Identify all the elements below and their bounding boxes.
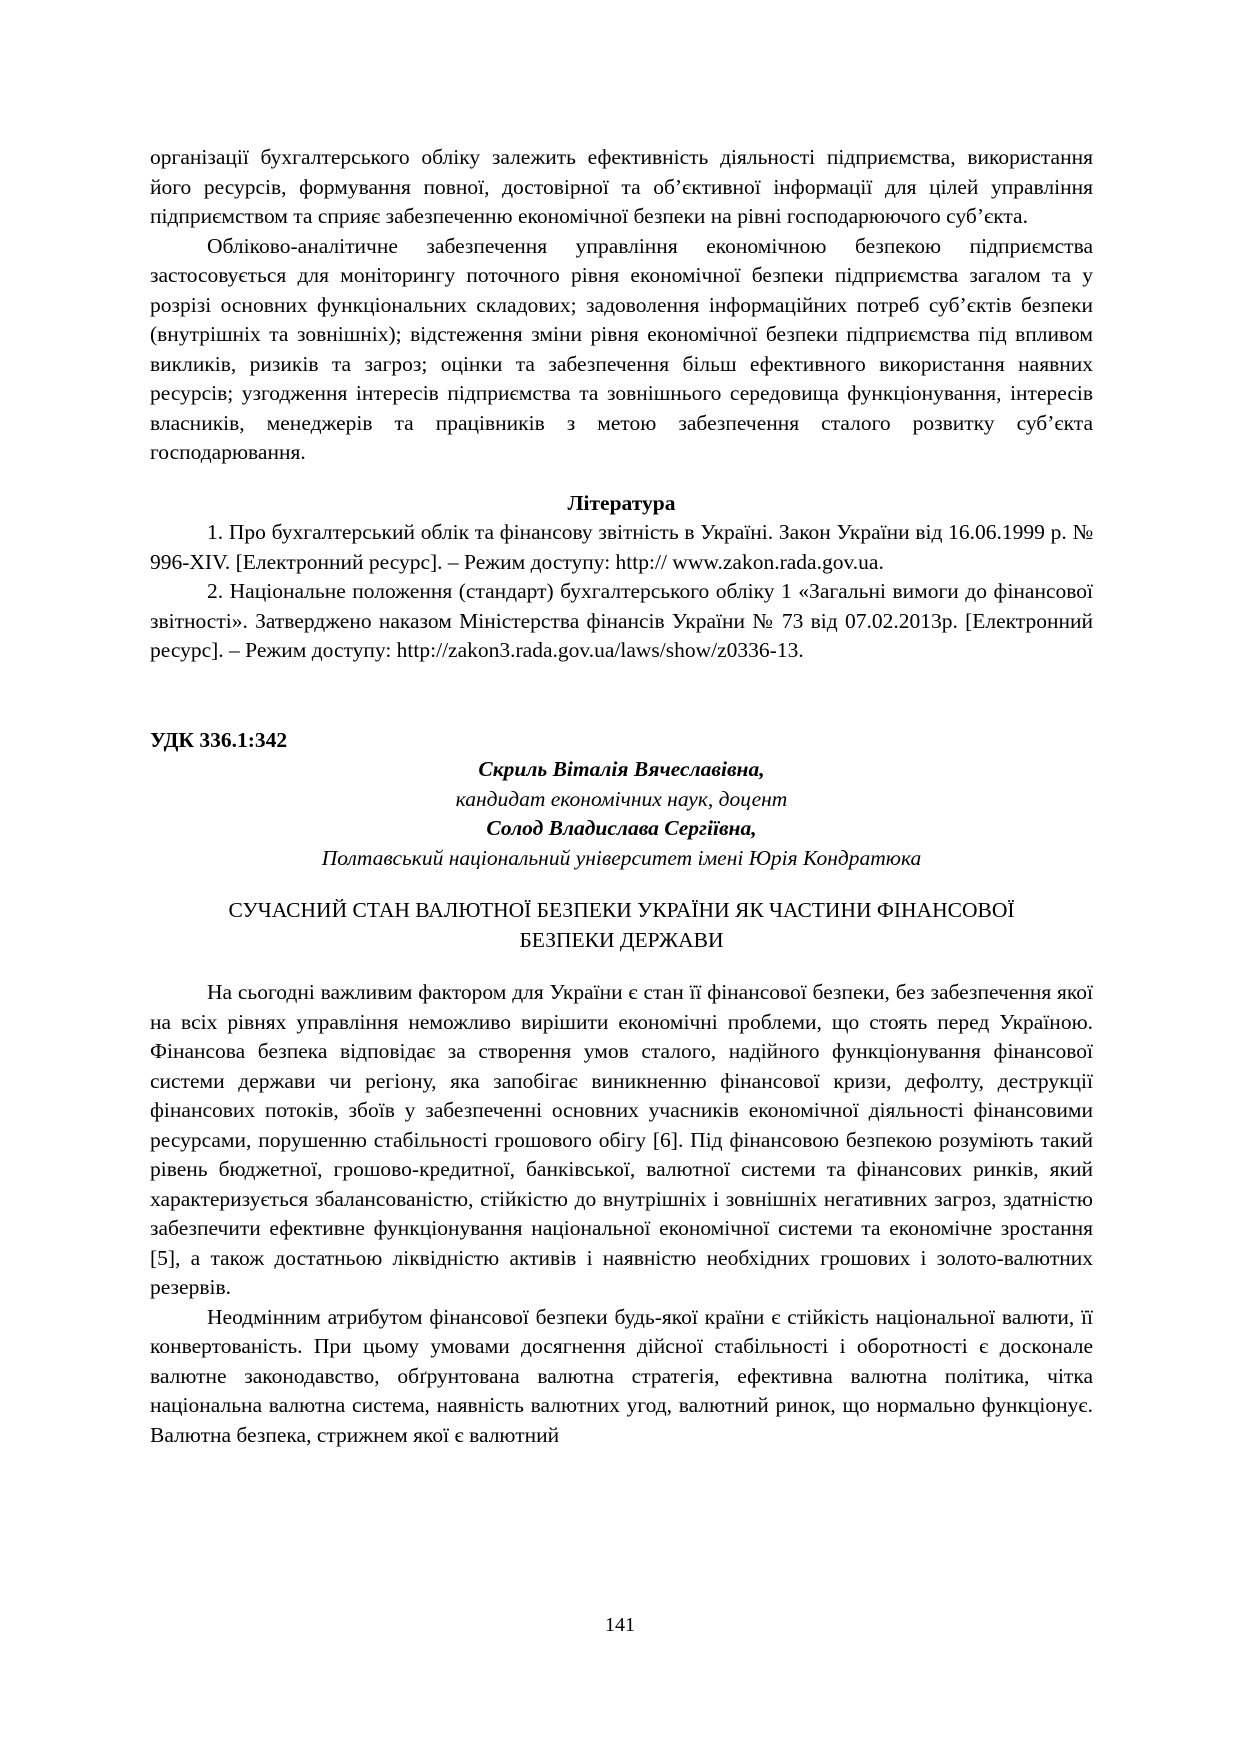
article-title-line: СУЧАСНИЙ СТАН ВАЛЮТНОЇ БЕЗПЕКИ УКРАЇНИ ЯК ЧАСТИНИ ФІНАНСОВОЇ — [228, 898, 1015, 922]
author-degree: кандидат економічних наук, доцент — [455, 786, 788, 811]
author-name: Солод Владислава Сергіївна, — [486, 816, 757, 840]
article-title-line: БЕЗПЕКИ ДЕРЖАВИ — [519, 927, 724, 952]
reference-item: 2. Національне положення (стандарт) бухгалтерського обліку 1 «Загальні вимоги до фінансової звітності». Затверджено наказом Міністерства фінансів України № 73 від 07.02.2013р. [Електронний ресурс]. – Режим доступу: http://zakon3.rada.gov.ua/laws/show/z0336-13. — [150, 579, 1093, 662]
reference-item: 1. Про бухгалтерський облік та фінансову звітність в Україні. Закон України від 16.06.1999 р. № 996-XIV. [Електронний ресурс]. – Режим доступу: http:// www.zakon.rada.gov.ua. — [150, 520, 1093, 574]
author-affiliation: Полтавський національний університет імені Юрія Кондратюка — [321, 845, 922, 870]
paragraph: Неодмінним атрибутом фінансової безпеки будь-якої країни є стійкість національної валюти, її конвертованість. При цьому умовами досягнення дійсної стабільності і оборотності є досконале валютне законодавство, обґрунтована валютна стратегія, ефективна валютна політика, чітка національна валютна система, наявність валютних угод, валютний ринок, що нормально функціонує. Валютна безпека, стрижнем якої є валютний — [150, 1304, 1093, 1447]
article-title — [150, 896, 1093, 955]
paragraph-continued: організації бухгалтерського обліку залежить ефективність діяльності підприємства, використання його ресурсів, формування повної, достовірної та об’єктивної інформації для цілей управління підприємством та сприяє забезпеченню економічної безпеки на рівні господарюючого суб’єкта. — [150, 145, 1093, 228]
paragraph: На сьогодні важливим фактором для України є стан її фінансової безпеки, без забезпечення якої на всіх рівнях управління неможливо вирішити економічні проблеми, що стоять перед Україною. Фінансова безпека відповідає за створення умов сталого, надійного функціонування фінансової системи держави чи регіону, яка запобігає виникненню фінансової кризи, дефолту, деструкції фінансових потоків, збоїв у забезпеченні основних учасників економічної діяльності фінансовими ресурсами, порушенню стабільності грошового обігу [6]. Під фінансовою безпекою розуміють такий рівень бюджетної, грошово-кредитної, банківської, валютної системи та фінансових ринків, який характеризується збалансованістю, стійкістю до внутрішніх і зовнішніх негативних загроз, здатністю забезпечити ефективне функціонування національної економічної системи та економічне зростання [5], а також достатньою ліквідністю активів і наявністю необхідних грошових і золото-валютних резервів. — [150, 980, 1093, 1299]
udk-code: УДК 336.1:342 — [150, 727, 288, 752]
page-body — [150, 143, 1093, 1450]
literature-heading: Література — [567, 490, 676, 515]
page-number: 141 — [605, 1614, 635, 1636]
paragraph: Обліково-аналітичне забезпечення управління економічною безпекою підприємства застосовується для моніторингу поточного рівня економічної безпеки підприємства загалом та у розрізі основних функціональних складових; задоволення інформаційних потреб суб’єктів безпеки (внутрішніх та зовнішніх); відстеження зміни рівня економічної безпеки підприємства під впливом викликів, ризиків та загроз; оцінки та забезпечення більш ефективного використання наявних ресурсів; узгодження інтересів підприємства та зовнішнього середовища функціонування, інтересів власників, менеджерів та працівників з метою забезпечення сталого розвитку суб’єкта господарювання. — [150, 233, 1093, 464]
author-name: Скриль Віталія Вячеславівна, — [478, 757, 765, 781]
